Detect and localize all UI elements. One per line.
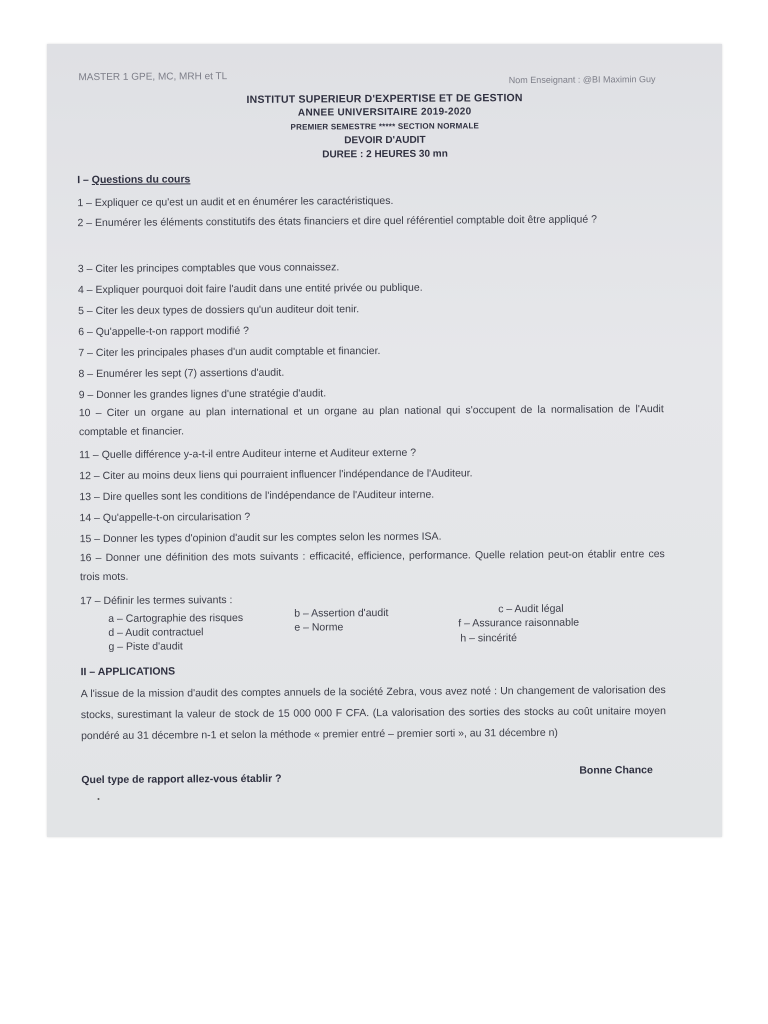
question-15: 15 – Donner les types d'opinion d'audit sur les comptes selon les normes ISA. xyxy=(79,530,442,546)
application-question: Quel type de rapport allez-vous établir ? xyxy=(81,772,282,787)
class-header: MASTER 1 GPE, MC, MRH et TL xyxy=(78,71,228,84)
closing-text: Bonne Chance xyxy=(579,764,653,777)
term-d: d – Audit contractuel xyxy=(108,626,204,639)
term-b: b – Assertion d'audit xyxy=(294,606,389,620)
question-1: 1 – Expliquer ce qu'est un audit et en énumérer les caractéristiques. xyxy=(77,194,394,210)
term-f: f – Assurance raisonnable xyxy=(458,616,580,630)
question-12: 12 – Citer au moins deux liens qui pourraient influencer l'indépendance de l'Auditeur. xyxy=(79,467,473,483)
semester-line: PREMIER SEMESTRE ***** SECTION NORMALE xyxy=(290,121,480,132)
question-7: 7 – Citer les principales phases d'un audit comptable et financier. xyxy=(78,345,381,360)
application-paragraph: A l'issue de la mission d'audit des comptes annuels de la société Zebra, vous avez noté : Un changement de valorisation des stocks, surestimant la valeur de stock de 15 000 000 F CFA. (La valorisation des sorties des stocks au coût unitaire moyen pondéré au 31 décembre n-1 et selon la méthode « premier entré – premier sorti », au 31 décembre n) xyxy=(80,684,666,743)
academic-year: ANNEE UNIVERSITAIRE 2019-2020 xyxy=(297,106,472,119)
term-c: c – Audit légal xyxy=(498,602,564,616)
term-g: g – Piste d'audit xyxy=(108,640,183,653)
question-8: 8 – Enumérer les sept (7) assertions d'audit. xyxy=(78,366,285,381)
ink-dot xyxy=(97,798,99,800)
term-e: e – Norme xyxy=(294,621,344,634)
question-16: 16 – Donner une définition des mots suivants : efficacité, efficience, performance. Quelle relation peut-on établir entre ces trois mots. xyxy=(79,548,665,584)
exam-paper xyxy=(47,44,722,837)
section-1-label: Questions du cours xyxy=(91,173,191,187)
question-6: 6 – Qu'appelle-t-on rapport modifié ? xyxy=(78,324,249,339)
question-2: 2 – Enumérer les éléments constitutifs des états financiers et dire quel référentiel comptable doit être appliqué ? xyxy=(77,213,597,230)
exam-duration: DUREE : 2 HEURES 30 mn xyxy=(322,148,448,161)
question-5: 5 – Citer les deux types de dossiers qu'un auditeur doit tenir. xyxy=(78,303,360,318)
question-17: 17 – Définir les termes suivants : xyxy=(80,594,233,608)
question-10: 10 – Citer un organe au plan international et un organe au plan national qui s'occupent de la normalisation de l'Audit comptable et financier. xyxy=(78,403,664,439)
section-2-title: II – APPLICATIONS xyxy=(80,665,176,679)
question-13: 13 – Dire quelles sont les conditions de l'indépendance de l'Auditeur interne. xyxy=(79,488,435,504)
section-1-prefix: I – xyxy=(77,174,92,187)
question-4: 4 – Expliquer pourquoi doit faire l'audit dans une entité privée ou publique. xyxy=(77,281,423,297)
exam-title: DEVOIR D'AUDIT xyxy=(344,134,426,147)
section-1-title xyxy=(77,173,190,186)
exam-sheet xyxy=(47,44,722,837)
term-a: a – Cartographie des risques xyxy=(108,611,244,625)
question-3: 3 – Citer les principes comptables que vous connaissez. xyxy=(77,261,340,276)
teacher-header: Nom Enseignant : @BI Maximin Guy xyxy=(508,74,656,86)
term-h: h – sincérité xyxy=(460,632,518,645)
question-14: 14 – Qu'appelle-t-on circularisation ? xyxy=(79,510,251,525)
title-block xyxy=(165,90,605,163)
question-11: 11 – Quelle différence y-a-t-il entre Auditeur interne et Auditeur externe ? xyxy=(79,446,417,462)
terms-list xyxy=(108,602,648,657)
institute-name: INSTITUT SUPERIEUR D'EXPERTISE ET DE GESTION xyxy=(246,92,523,106)
question-9: 9 – Donner les grandes lignes d'une stratégie d'audit. xyxy=(78,387,327,402)
